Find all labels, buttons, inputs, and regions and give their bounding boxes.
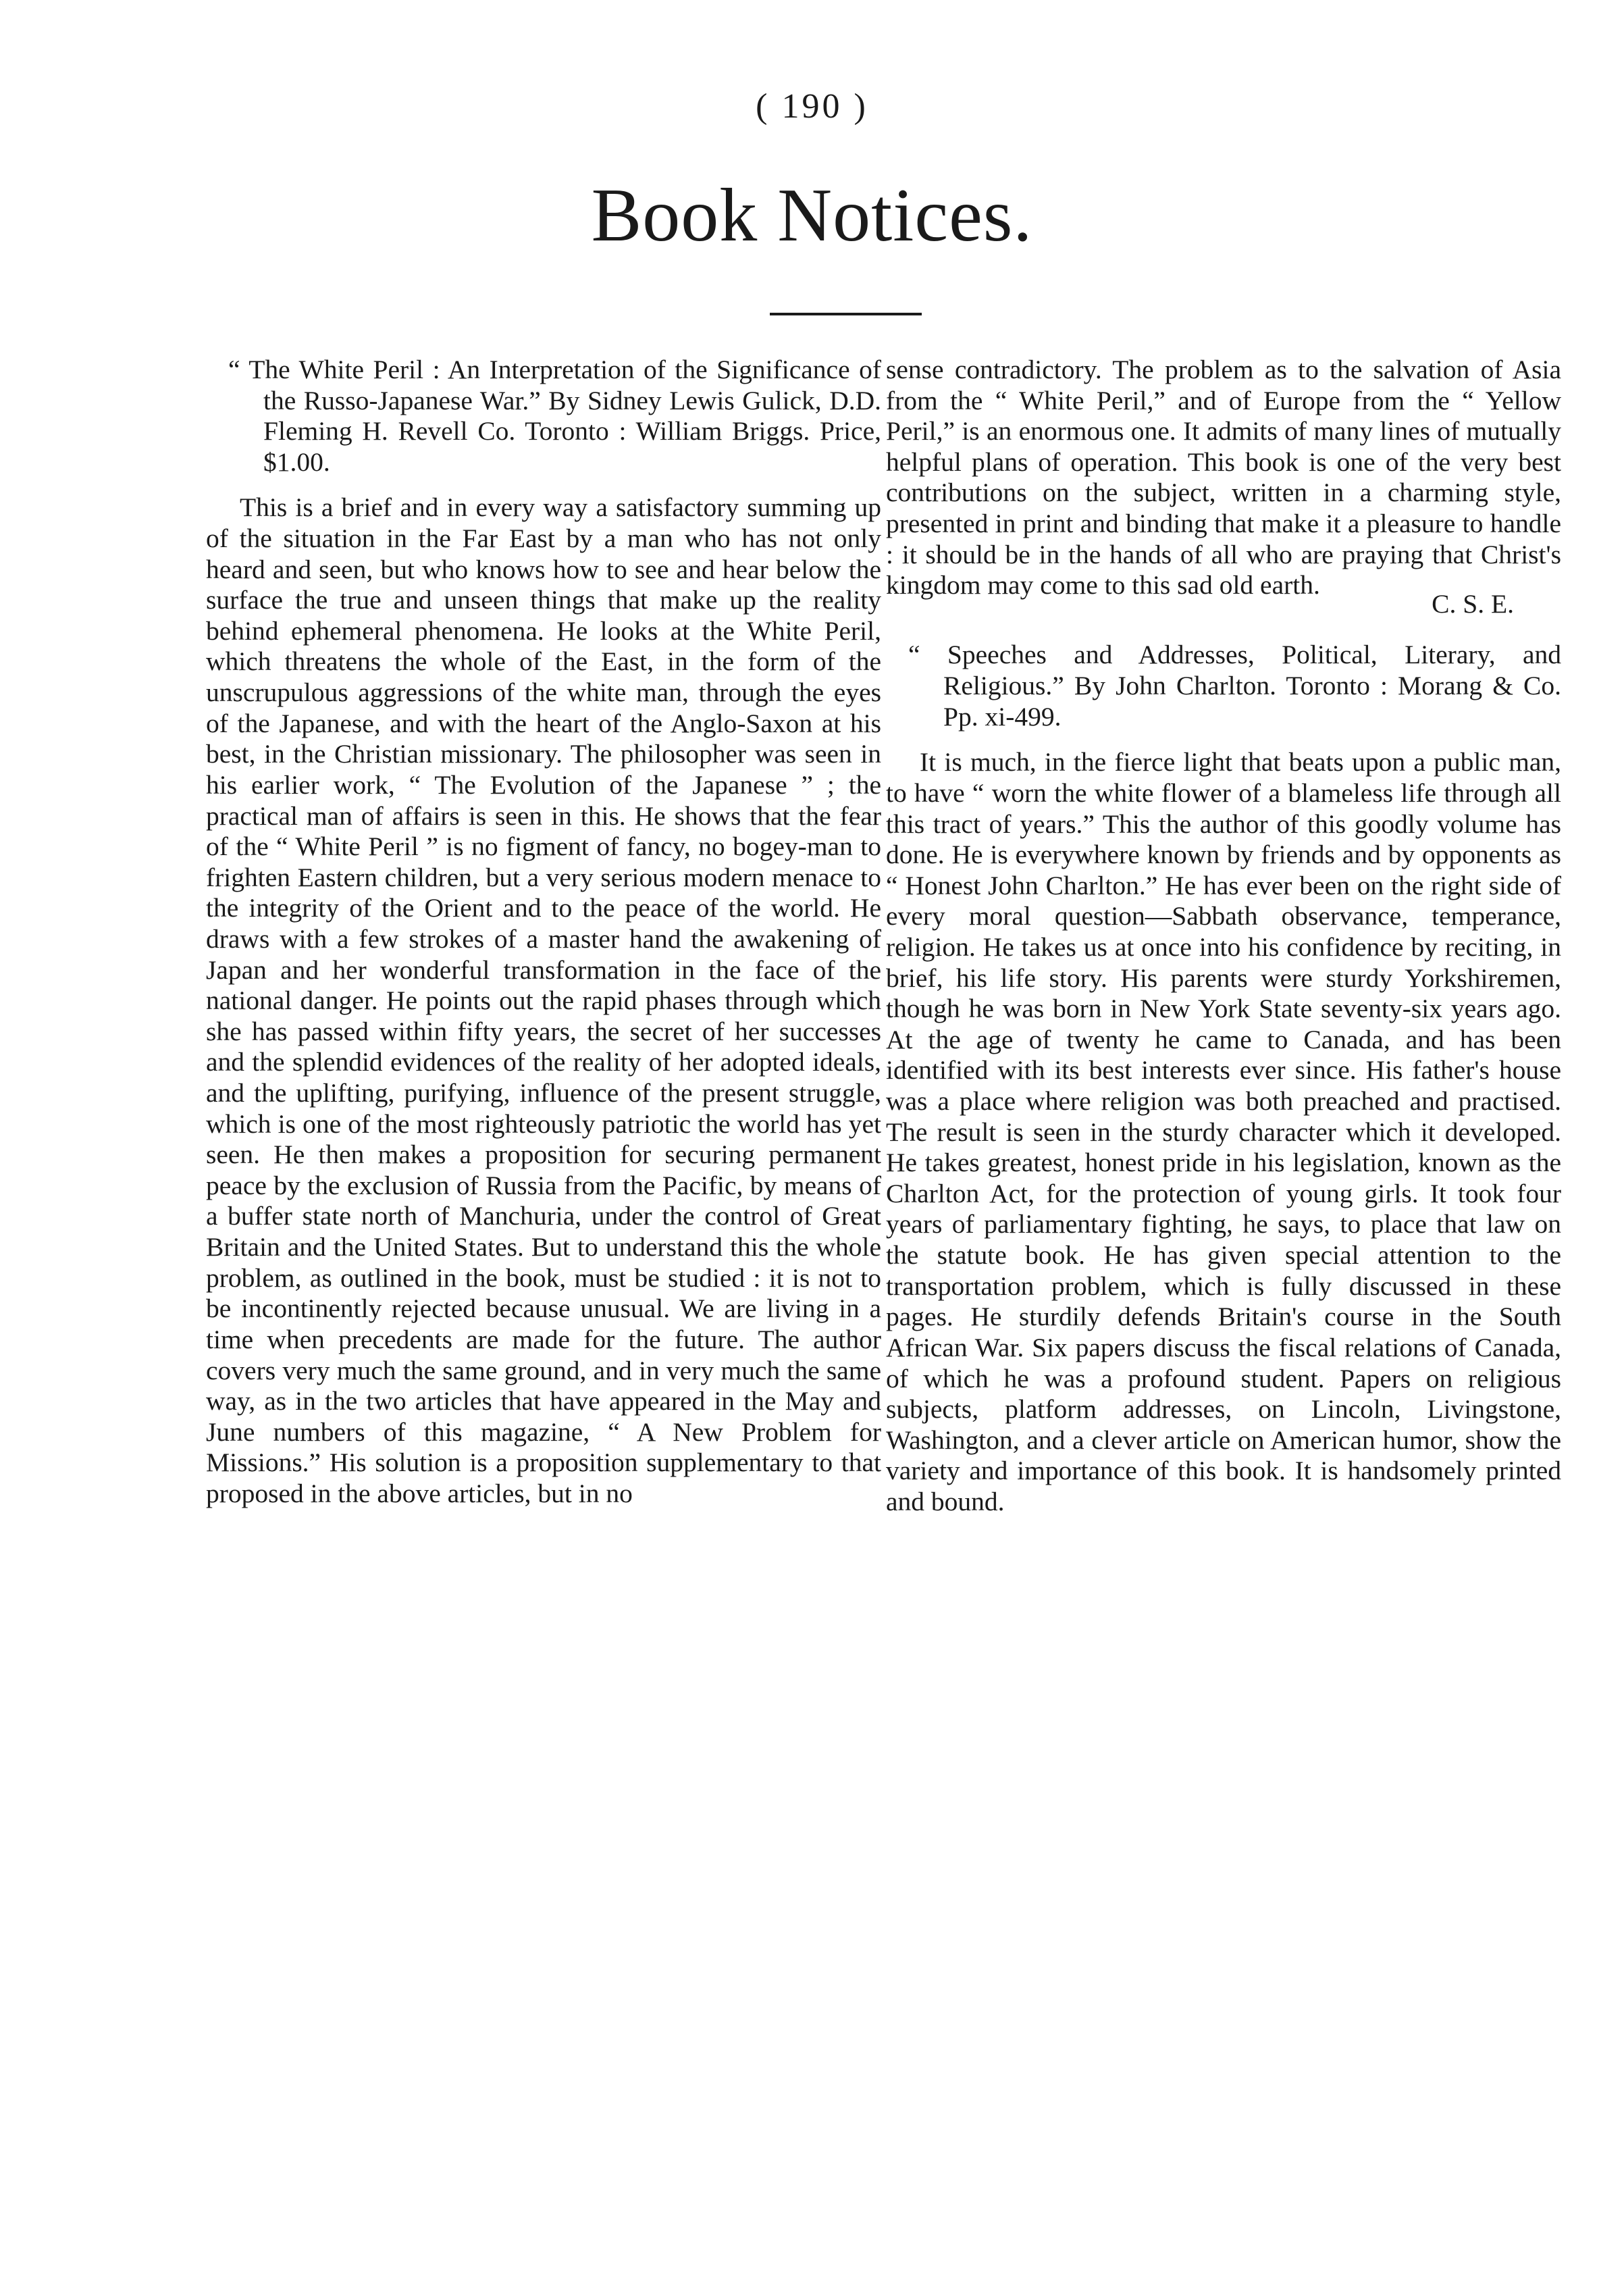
- review-1-body-part-2: sense contradictory. The problem as to the salvation of Asia from the “ White Peril,” and of Europe from the “ Yellow Peril,” is an enormous one. It admits of many lines of mutually helpful plans of operation. This book is one of the very best contributions on the subject, written in a charming style, presented in print and binding that make it a pleasure to handle : it should be in the hands of all who are praying that Christ's kingdom may come to this sad old earth.: [886, 355, 1561, 600]
- page-title: Book Notices.: [591, 174, 1033, 257]
- review-1-signature: C. S. E.: [1432, 588, 1514, 619]
- page-number: ( 190 ): [756, 87, 868, 126]
- review-2-citation: “ Speeches and Addresses, Political, Literary, and Religious.” By John Charlton. Toronto : Morang & Co. Pp. xi-499.: [908, 640, 1561, 732]
- left-column: [206, 355, 881, 1529]
- review-1-citation: “ The White Peril : An Interpretation of the Significance of the Russo-Japanese War.” By Sidney Lewis Gulick, D.D. Fleming H. Revell Co. Toronto : William Briggs. Price, $1.00.: [228, 355, 881, 477]
- review-1-body-part-1: This is a brief and in every way a satisfactory summing up of the situation in the Far East by a man who has not only heard and seen, but who knows how to see and hear below the surface the true and unseen things that make up the reality behind ephemeral phenomena. He looks at the White Peril, which threatens the whole of the East, in the form of the unscrupulous aggressions of the white man, through the eyes of the Japanese, and with the heart of the Anglo-Saxon at his best, in the Christian missionary. The philosopher was seen in his earlier work, “ The Evolution of the Japanese ” ; the practical man of affairs is seen in this. He shows that the fear of the “ White Peril ” is no figment of fancy, no bogey-man to frighten Eastern children, but a very serious modern menace to the integrity of the Orient and to the peace of the world. He draws with a few strokes of a master hand the awakening of Japan and her wonderful transformation in the face of the national danger. He points out the rapid phases through which she has passed within fifty years, the secret of her successes and the splendid evidences of the reality of her adopted ideals, and the uplifting, purifying, influence of the present struggle, which is one of the most righteously patriotic the world has yet seen. He then makes a proposition for securing permanent peace by the exclusion of Russia from the Pacific, by means of a buffer state north of Manchuria, under the control of Great Britain and the United States. But to understand this the whole problem, as outlined in the book, must be studied : it is not to be incontinently rejected because unusual. We are living in a time when precedents are made for the future. The author covers very much the same ground, and in very much the same way, as in the two articles that have appeared in the May and June numbers of this magazine, “ A New Problem for Missions.” His solution is a proposition supplementary to that proposed in the above articles, but in no: [206, 492, 881, 1508]
- review-2-body: It is much, in the fierce light that beats upon a public man, to have “ worn the white flower of a blameless life through all this tract of years.” This the author of this goodly volume has done. He is everywhere known by friends and by opponents as “ Honest John Charlton.” He has ever been on the right side of every moral question—Sabbath observance, temperance, religion. He takes us at once into his confidence by reciting, in brief, his life story. His parents were sturdy Yorkshiremen, though he was born in New York State seventy-six years ago. At the age of twenty he came to Canada, and has been identified with its best interests ever since. His father's house was a place where religion was both preached and practised. The result is seen in the sturdy character which it developed. He takes greatest, honest pride in his legislation, known as the Charlton Act, for the protection of young girls. It took four years of parliamentary fighting, he says, to place that law on the statute book. He has given special attention to the transportation problem, which is fully discussed in these pages. He sturdily defends Britain's course in the South African War. Six papers discuss the fiscal relations of Canada, of which he was a profound student. Papers on religious subjects, platform addresses, on Lincoln, Livingstone, Washington, and a clever article on American humor, show the variety and importance of this book. It is handsomely printed and bound.: [886, 747, 1561, 1516]
- title-divider: [770, 313, 922, 315]
- right-column: [886, 355, 1561, 1537]
